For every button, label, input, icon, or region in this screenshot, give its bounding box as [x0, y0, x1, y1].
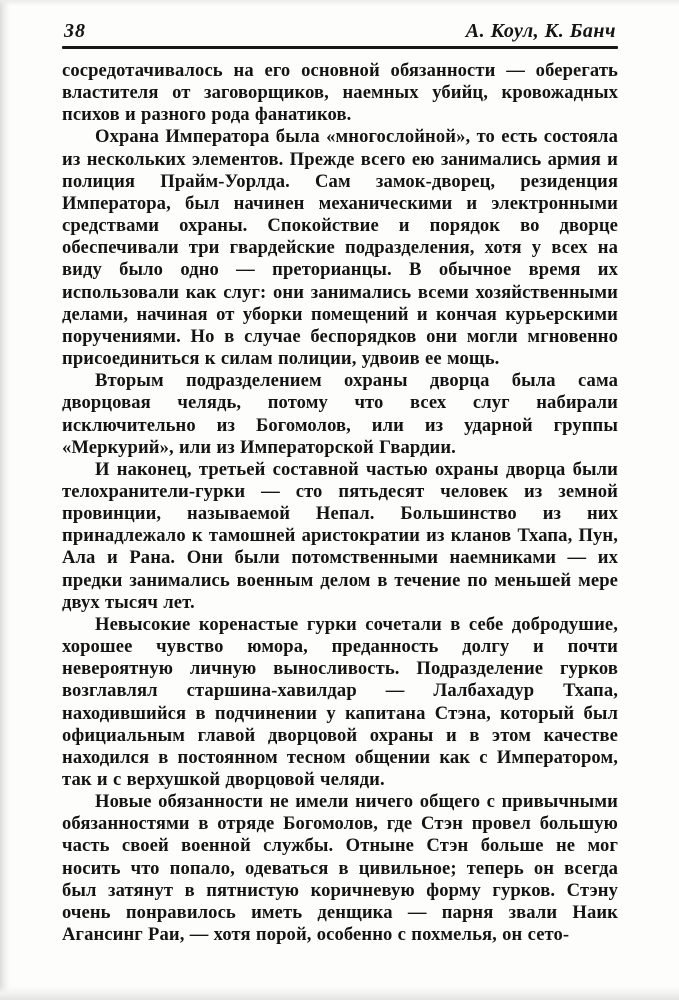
paragraph: сосредотачивалось на его основной обязанности — оберегать властителя от заговорщиков, наемных убийц, кровожадных психов и разного рода фанатиков. — [62, 60, 618, 126]
book-page — [62, 18, 618, 946]
paragraph: Вторым подразделением охраны дворца была сама дворцовая челядь, потому что всех слуг набирали исключительно из Богомолов, или из ударной группы «Меркурий», или из Императорской Гвардии. — [62, 370, 618, 458]
page-number: 38 — [64, 20, 86, 42]
paragraph: Невысокие коренастые гурки сочетали в себе добродушие, хорошее чувство юмора, преданность долгу и почти невероятную личную выносливость. Подразделение гурков возглавлял старшина-хавилдар — Лалбахадур Тхапа, находившийся в подчинении у капитана Стэна, который был официальным главой дворцовой охраны и в этом качестве находился в постоянном тесном общении как с Императором, так и с верхушкой дворцовой челяди. — [62, 613, 618, 790]
paragraph: Новые обязанности не имели ничего общего с привычными обязанностями в отряде Богомолов, где Стэн провел большую часть своей военной службы. Отныне Стэн больше не мог носить что попало, одеваться в цивильное; теперь он всегда был затянут в пятнистую коричневую форму гурков. Стэну очень понравилось иметь денщика — парня звали Наик Агансинг Раи, — хотя порой, особенно с похмелья, он сето- — [62, 791, 618, 946]
scan-edge-top — [0, 0, 679, 6]
paragraph: И наконец, третьей составной частью охраны дворца были телохранители-гурки — сто пятьдесят человек из земной провинции, называемой Непал. Большинство из них принадлежало к тамошней аристократии из кланов Тхапа, Пун, Ала и Рана. Они были потомственными наемниками — их предки занимались военным делом в течение по меньшей мере двух тысяч лет. — [62, 458, 618, 613]
scan-edge-bottom — [0, 986, 679, 1000]
header-rule — [62, 46, 618, 49]
scan-edge-left — [0, 0, 10, 1000]
paragraph: Охрана Императора была «многослойной», то есть состояла из нескольких элементов. Прежде всего ею занимались армия и полиция Прайм-Уорлда. Сам замок-дворец, резиденция Императора, был начинен механическими и электронными средствами охраны. Спокойствие и порядок во дворце обеспечивали три гвардейские подразделения, хотя у всех на виду было одно — преторианцы. В обычное время их использовали как слуг: они занимались всеми хозяйственными делами, начиная от уборки помещений и кончая курьерскими поручениями. Но в случае беспорядков они могли мгновенно присоединиться к силам полиции, удвоив ее мощь. — [62, 126, 618, 370]
page-header — [62, 18, 618, 46]
running-title-authors: А. Коул, К. Банч — [465, 20, 616, 42]
body-text — [62, 60, 618, 946]
